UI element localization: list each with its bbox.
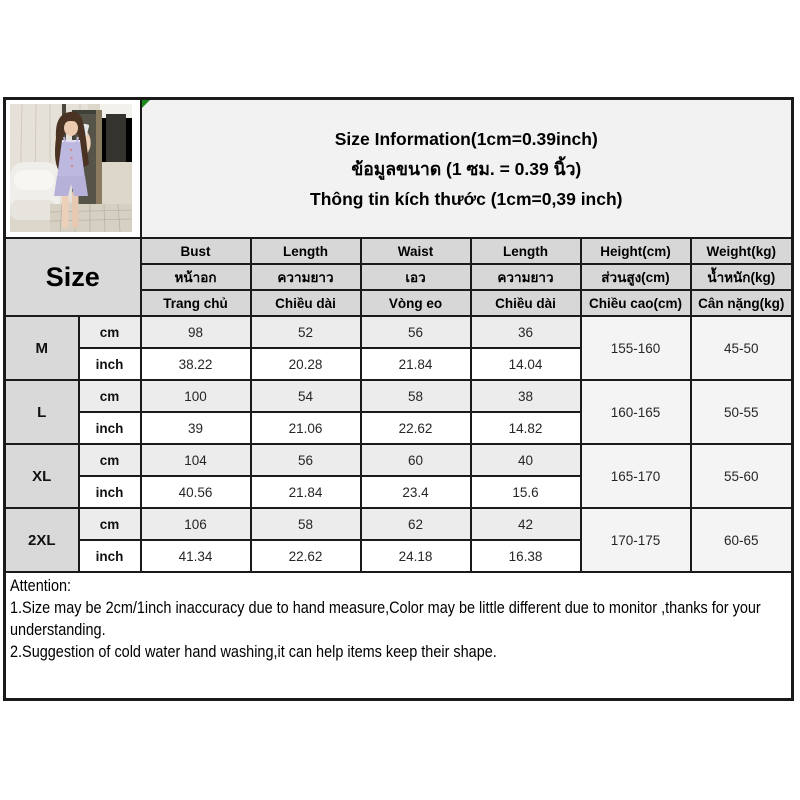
col-header-height-en: Height(cm) xyxy=(581,238,691,264)
col-header-length2-vi: Chiều dài xyxy=(471,290,581,316)
attention-note-1: 1.Size may be 2cm/1inch inaccuracy due to hand measure,Color may be little different due to monitor ,thanks for your understanding. xyxy=(10,598,761,639)
xl-length1-cm: 56 xyxy=(251,444,361,476)
2xl-height-range: 170-175 xyxy=(581,508,691,572)
l-waist-inch: 22.62 xyxy=(361,412,471,444)
2xl-waist-cm: 62 xyxy=(361,508,471,540)
2xl-bust-cm: 106 xyxy=(141,508,251,540)
l-waist-cm: 58 xyxy=(361,380,471,412)
unit-label-inch: inch xyxy=(79,412,141,444)
table-row-xl-cm xyxy=(5,444,793,476)
xl-weight-range: 55-60 xyxy=(691,444,793,508)
xl-height-range: 165-170 xyxy=(581,444,691,508)
cell-flag-triangle-icon xyxy=(142,100,150,108)
m-length1-inch: 20.28 xyxy=(251,348,361,380)
size-information-table xyxy=(3,97,794,701)
unit-label-inch: inch xyxy=(79,348,141,380)
col-header-bust-th: หน้าอก xyxy=(141,264,251,290)
attention-notes-cell xyxy=(5,572,793,700)
2xl-length2-cm: 42 xyxy=(471,508,581,540)
unit-label-cm: cm xyxy=(79,444,141,476)
title-english: Size Information(1cm=0.39inch) xyxy=(334,128,598,149)
unit-label-cm: cm xyxy=(79,316,141,348)
col-header-height-vi: Chiều cao(cm) xyxy=(581,290,691,316)
col-header-length2-en: Length xyxy=(471,238,581,264)
col-header-height-th: ส่วนสูง(cm) xyxy=(581,264,691,290)
xl-waist-cm: 60 xyxy=(361,444,471,476)
col-header-length1-en: Length xyxy=(251,238,361,264)
col-header-waist-vi: Vòng eo xyxy=(361,290,471,316)
l-length1-cm: 54 xyxy=(251,380,361,412)
size-label-2xl: 2XL xyxy=(5,508,79,572)
col-header-weight-vi: Cân nặng(kg) xyxy=(691,290,793,316)
l-height-range: 160-165 xyxy=(581,380,691,444)
l-bust-inch: 39 xyxy=(141,412,251,444)
2xl-length1-cm: 58 xyxy=(251,508,361,540)
col-header-bust-en: Bust xyxy=(141,238,251,264)
m-height-range: 155-160 xyxy=(581,316,691,380)
m-bust-inch: 38.22 xyxy=(141,348,251,380)
m-bust-cm: 98 xyxy=(141,316,251,348)
table-row-l-cm xyxy=(5,380,793,412)
2xl-length1-inch: 22.62 xyxy=(251,540,361,572)
unit-label-inch: inch xyxy=(79,540,141,572)
title-thai: ข้อมูลขนาด (1 ซม. = 0.39 นิ้ว) xyxy=(351,158,582,179)
l-length1-inch: 21.06 xyxy=(251,412,361,444)
xl-bust-cm: 104 xyxy=(141,444,251,476)
col-header-weight-en: Weight(kg) xyxy=(691,238,793,264)
2xl-bust-inch: 41.34 xyxy=(141,540,251,572)
unit-label-inch: inch xyxy=(79,476,141,508)
xl-length2-inch: 15.6 xyxy=(471,476,581,508)
xl-length1-inch: 21.84 xyxy=(251,476,361,508)
attention-heading: Attention: xyxy=(10,576,72,595)
attention-note-2: 2.Suggestion of cold water hand washing,it can help items keep their shape. xyxy=(10,642,497,661)
size-header-cell: Size xyxy=(5,238,141,316)
l-weight-range: 50-55 xyxy=(691,380,793,444)
m-waist-inch: 21.84 xyxy=(361,348,471,380)
table-row-m-cm xyxy=(5,316,793,348)
l-length2-inch: 14.82 xyxy=(471,412,581,444)
2xl-length2-inch: 16.38 xyxy=(471,540,581,572)
col-header-weight-th: น้ำหนัก(kg) xyxy=(691,264,793,290)
xl-bust-inch: 40.56 xyxy=(141,476,251,508)
l-bust-cm: 100 xyxy=(141,380,251,412)
table-row-2xl-cm xyxy=(5,508,793,540)
col-header-waist-th: เอว xyxy=(361,264,471,290)
size-label-l: L xyxy=(5,380,79,444)
m-length1-cm: 52 xyxy=(251,316,361,348)
m-weight-range: 45-50 xyxy=(691,316,793,380)
col-header-bust-vi: Trang chủ xyxy=(141,290,251,316)
2xl-weight-range: 60-65 xyxy=(691,508,793,572)
product-photo xyxy=(10,104,132,232)
col-header-length1-th: ความยาว xyxy=(251,264,361,290)
col-header-length1-vi: Chiều dài xyxy=(251,290,361,316)
m-length2-cm: 36 xyxy=(471,316,581,348)
m-waist-cm: 56 xyxy=(361,316,471,348)
2xl-waist-inch: 24.18 xyxy=(361,540,471,572)
product-photo-cell xyxy=(5,99,141,239)
unit-label-cm: cm xyxy=(79,508,141,540)
col-header-length2-th: ความยาว xyxy=(471,264,581,290)
size-label-xl: XL xyxy=(5,444,79,508)
xl-waist-inch: 23.4 xyxy=(361,476,471,508)
unit-label-cm: cm xyxy=(79,380,141,412)
m-length2-inch: 14.04 xyxy=(471,348,581,380)
title-vietnamese: Thông tin kích thước (1cm=0,39 inch) xyxy=(310,188,623,209)
size-label-m: M xyxy=(5,316,79,380)
col-header-waist-en: Waist xyxy=(361,238,471,264)
l-length2-cm: 38 xyxy=(471,380,581,412)
xl-length2-cm: 40 xyxy=(471,444,581,476)
size-info-title-cell xyxy=(141,99,793,239)
